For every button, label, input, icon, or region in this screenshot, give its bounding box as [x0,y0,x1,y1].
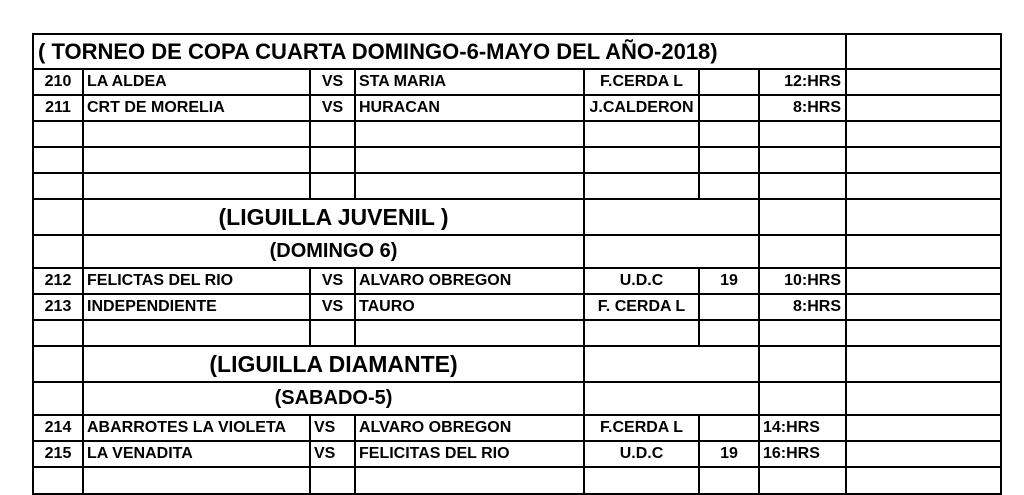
empty-cell [311,468,356,495]
versus-label: VS [311,442,356,468]
match-time: 14:HRS [760,416,847,442]
empty-cell [760,321,847,347]
empty-cell [847,468,1002,495]
empty-cell [32,468,84,495]
match-row [32,442,1002,468]
empty-cell [700,122,760,148]
section-day-row [32,383,1002,416]
field-number [700,70,760,96]
home-team: FELICTAS DEL RIO [84,269,311,295]
match-number: 210 [32,70,84,96]
empty-cell [84,468,311,495]
empty-cell [585,236,760,269]
empty-cell [847,383,1002,416]
away-team: TAURO [356,295,585,321]
empty-cell [311,148,356,174]
section-day: (SABADO-5) [84,383,585,416]
empty-cell [585,347,760,383]
empty-cell [760,174,847,200]
match-number: 212 [32,269,84,295]
empty-cell [585,321,700,347]
empty-cell [356,321,585,347]
field-number: 19 [700,269,760,295]
match-time: 16:HRS [760,442,847,468]
away-team: ALVARO OBREGON [356,269,585,295]
empty-cell [32,347,84,383]
empty-cell [847,148,1002,174]
away-team: HURACAN [356,96,585,122]
home-team: ABARROTES LA VIOLETA [84,416,311,442]
match-time: 8:HRS [760,295,847,321]
empty-cell [32,174,84,200]
empty-cell [356,174,585,200]
field-number [700,295,760,321]
field-name: F.CERDA L [585,416,700,442]
section-heading-row [32,200,1002,236]
empty-cell [847,347,1002,383]
field-number [700,416,760,442]
empty-row [32,468,1002,495]
versus-label: VS [311,416,356,442]
field-name: U.D.C [585,269,700,295]
empty-cell [700,321,760,347]
empty-cell [84,122,311,148]
empty-cell [847,442,1002,468]
empty-cell [760,468,847,495]
field-number [700,96,760,122]
empty-cell [311,122,356,148]
empty-cell [585,174,700,200]
empty-row [32,122,1002,148]
match-row [32,269,1002,295]
empty-cell [356,122,585,148]
empty-cell [311,174,356,200]
field-number: 19 [700,442,760,468]
empty-cell [585,200,760,236]
empty-cell [847,321,1002,347]
empty-cell [847,174,1002,200]
empty-cell [84,174,311,200]
match-row [32,416,1002,442]
away-team: ALVARO OBREGON [356,416,585,442]
empty-cell [32,148,84,174]
empty-cell [32,200,84,236]
empty-row [32,148,1002,174]
match-row [32,96,1002,122]
match-time: 12:HRS [760,70,847,96]
empty-row [32,174,1002,200]
empty-cell [847,70,1002,96]
empty-cell [847,33,1002,70]
home-team: LA ALDEA [84,70,311,96]
away-team: STA MARIA [356,70,585,96]
match-row [32,295,1002,321]
versus-label: VS [311,269,356,295]
versus-label: VS [311,295,356,321]
home-team: INDEPENDIENTE [84,295,311,321]
empty-cell [760,236,847,269]
empty-cell [700,174,760,200]
field-name: F. CERDA L [585,295,700,321]
home-team: CRT DE MORELIA [84,96,311,122]
empty-cell [847,416,1002,442]
empty-cell [84,321,311,347]
match-number: 214 [32,416,84,442]
title-row [32,33,1002,70]
schedule-sheet [32,33,1002,495]
empty-cell [32,122,84,148]
match-time: 8:HRS [760,96,847,122]
empty-cell [847,200,1002,236]
section-heading-row [32,347,1002,383]
empty-cell [311,321,356,347]
empty-cell [847,269,1002,295]
empty-cell [585,383,760,416]
empty-cell [760,383,847,416]
match-time: 10:HRS [760,269,847,295]
section-heading: (LIGUILLA JUVENIL ) [84,200,585,236]
section-day-row [32,236,1002,269]
match-number: 215 [32,442,84,468]
match-number: 213 [32,295,84,321]
empty-cell [847,122,1002,148]
versus-label: VS [311,70,356,96]
field-name: U.D.C [585,442,700,468]
empty-cell [585,468,700,495]
empty-row [32,321,1002,347]
empty-cell [760,347,847,383]
versus-label: VS [311,96,356,122]
empty-cell [585,148,700,174]
empty-cell [760,200,847,236]
empty-cell [760,148,847,174]
match-number: 211 [32,96,84,122]
match-row [32,70,1002,96]
empty-cell [700,468,760,495]
empty-cell [84,148,311,174]
empty-cell [847,96,1002,122]
empty-cell [847,236,1002,269]
empty-cell [700,148,760,174]
empty-cell [585,122,700,148]
empty-cell [356,148,585,174]
section-day: (DOMINGO 6) [84,236,585,269]
away-team: FELICITAS DEL RIO [356,442,585,468]
empty-cell [32,321,84,347]
empty-cell [356,468,585,495]
field-name: J.CALDERON [585,96,700,122]
field-name: F.CERDA L [585,70,700,96]
empty-cell [32,383,84,416]
empty-cell [847,295,1002,321]
empty-cell [760,122,847,148]
tournament-title: ( TORNEO DE COPA CUARTA DOMINGO-6-MAYO DEL AÑO-2018) [32,33,847,70]
empty-cell [32,236,84,269]
section-heading: (LIGUILLA DIAMANTE) [84,347,585,383]
home-team: LA VENADITA [84,442,311,468]
